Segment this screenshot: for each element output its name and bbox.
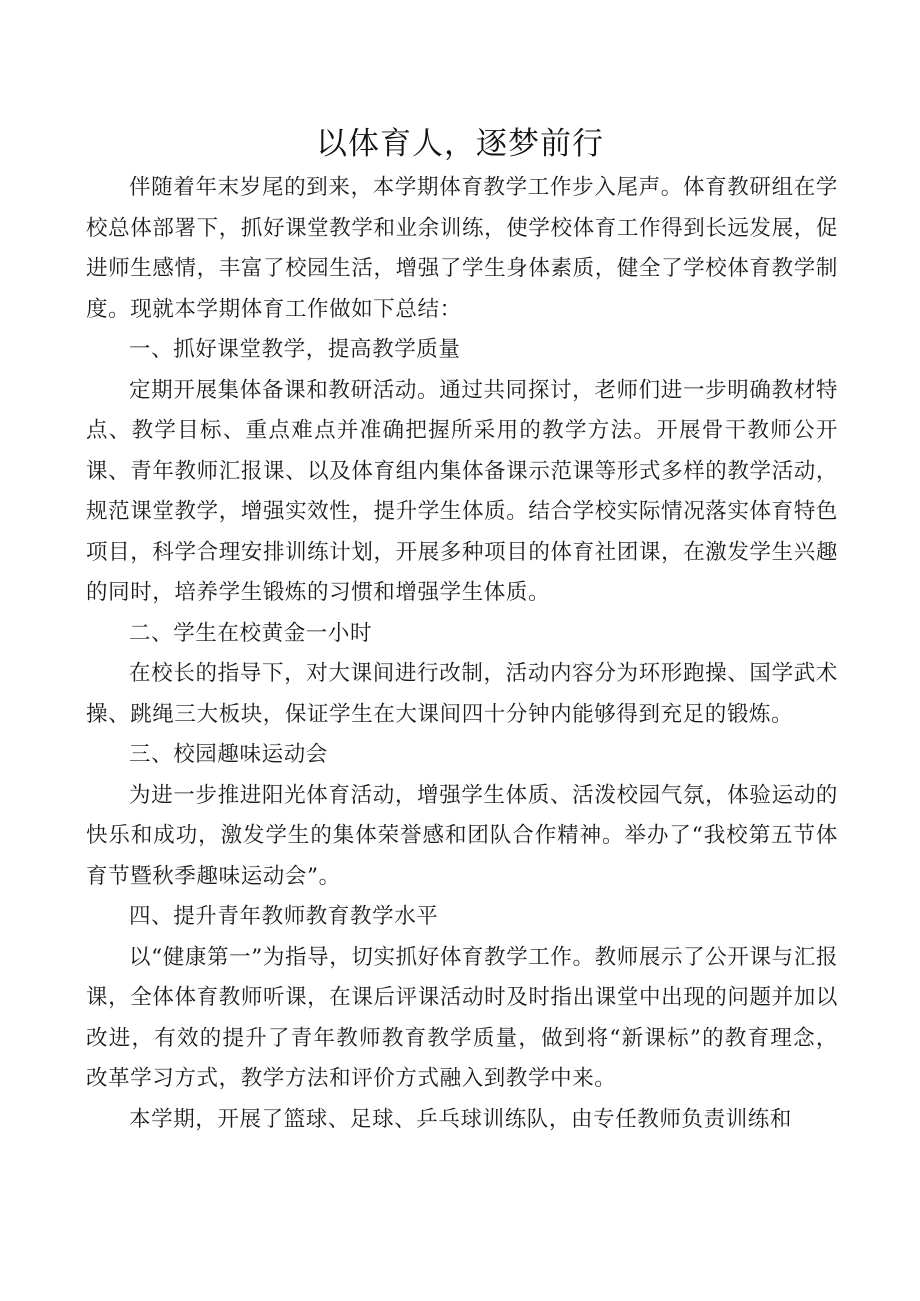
document-body [86, 168, 838, 1140]
section-heading-1: 一、抓好课堂教学，提高教学质量 [129, 337, 461, 362]
intro-paragraph: 伴随着年末岁尾的到来，本学期体育教学工作步入尾声。体育教研组在学校总体部署下，抓好课堂教学和业余训练，使学校体育工作得到长远发展，促进师生感情，丰富了校园生活，增强了学生身体素质，健全了学校体育教学制度。现就本学期体育工作做如下总结： [86, 175, 838, 322]
section-heading-3: 三、校园趣味运动会 [129, 742, 328, 767]
section-1-paragraph: 定期开展集体备课和教研活动。通过共同探讨，老师们进一步明确教材特点、教学目标、重点难点并准确把握所采用的教学方法。开展骨干教师公开课、青年教师汇报课、以及体育组内集体备课示范课等形式多样的教学活动，规范课堂教学，增强实效性，提升学生体质。结合学校实际情况落实体育特色项目，科学合理安排训练计划，开展多种项目的体育社团课，在激发学生兴趣的同时，培养学生锻炼的习惯和增强学生体质。 [86, 377, 838, 605]
section-2-paragraph: 在校长的指导下，对大课间进行改制，活动内容分为环形跑操、国学武术操、跳绳三大板块，保证学生在大课间四十分钟内能够得到充足的锻炼。 [86, 661, 838, 727]
section-3-paragraph: 为进一步推进阳光体育活动，增强学生体质、活泼校园气氛，体验运动的快乐和成功，激发学生的集体荣誉感和团队合作精神。举办了“我校第五节体育节暨秋季趣味运动会”。 [86, 782, 838, 889]
closing-paragraph: 本学期，开展了篮球、足球、乒乓球训练队，由专任教师负责训练和 [129, 1106, 793, 1132]
document-title: 以体育人，逐梦前行 [316, 126, 604, 162]
section-heading-4: 四、提升青年教师教育教学水平 [129, 904, 439, 929]
section-4-paragraph: 以“健康第一”为指导，切实抓好体育教学工作。教师展示了公开课与汇报课，全体体育教师听课，在课后评课活动时及时指出课堂中出现的问题并加以改进，有效的提升了青年教师教育教学质量，做到将“新课标”的教育理念，改革学习方式，教学方法和评价方式融入到教学中来。 [86, 944, 838, 1091]
section-heading-2: 二、学生在校黄金一小时 [129, 620, 373, 646]
